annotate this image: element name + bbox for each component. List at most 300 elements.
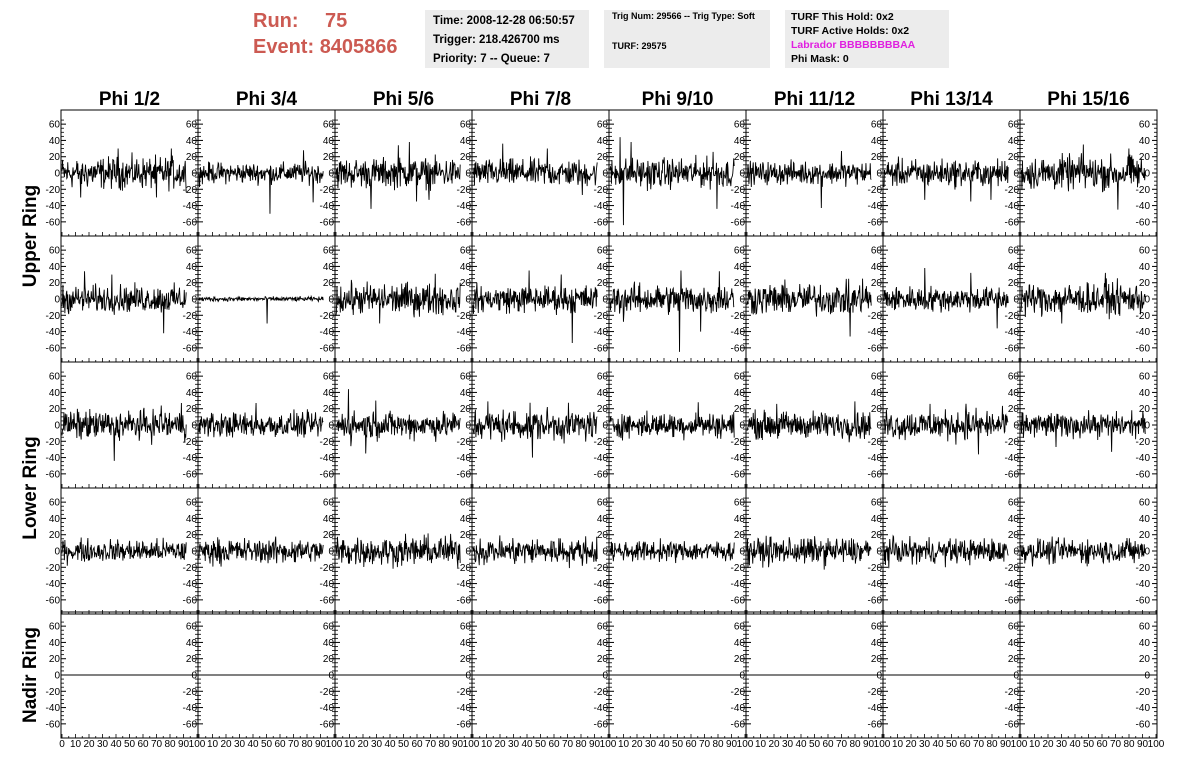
waveform-trace xyxy=(1021,536,1145,566)
y-tick-label: 0 xyxy=(1013,294,1019,306)
x-tick-label: 70 xyxy=(1109,739,1122,750)
y-tick-label: -40 xyxy=(593,579,608,591)
y-tick-label: -20 xyxy=(456,436,471,448)
y-tick-label: -40 xyxy=(1135,703,1150,715)
y-tick-label: -40 xyxy=(1135,327,1150,339)
y-tick-label: -40 xyxy=(182,201,197,213)
event-number: 8405866 xyxy=(319,36,398,58)
x-tick-label: 60 xyxy=(685,739,697,750)
y-tick-label: 20 xyxy=(322,152,334,164)
waveform-trace xyxy=(747,279,871,337)
y-tick-label: -60 xyxy=(45,343,60,355)
waveform-trace xyxy=(336,274,460,324)
x-tick-label: 90 xyxy=(177,739,190,750)
y-tick-label: 0 xyxy=(1013,168,1019,180)
x-tick-label: 50 xyxy=(671,739,684,750)
y-tick-label: 60 xyxy=(733,371,745,383)
y-tick-label: 20 xyxy=(596,530,608,542)
column-header: Phi 13/14 xyxy=(910,89,993,110)
y-tick-label: -20 xyxy=(867,562,882,574)
x-tick-label: 100 xyxy=(1010,739,1028,750)
column-header: Phi 5/6 xyxy=(372,89,435,110)
y-tick-label: -40 xyxy=(867,201,882,213)
y-tick-label: 20 xyxy=(1138,278,1150,290)
waveform-trace xyxy=(1021,273,1145,323)
waveform-trace xyxy=(747,151,871,208)
x-tick-label: 70 xyxy=(835,739,848,750)
waveform-trace xyxy=(199,296,323,323)
y-tick-label: 20 xyxy=(870,278,882,290)
x-tick-label: 80 xyxy=(712,739,724,750)
y-tick-label: -40 xyxy=(182,703,197,715)
x-tick-label: 80 xyxy=(301,739,313,750)
y-tick-label: -20 xyxy=(319,184,334,196)
column-header: Phi 11/12 xyxy=(773,89,856,110)
y-tick-label: 40 xyxy=(733,387,745,399)
trig-num-readout: Trig Num: 29566 -- Trig Type: Soft xyxy=(612,11,755,21)
y-tick-label: 0 xyxy=(602,670,608,682)
y-tick-label: -60 xyxy=(867,469,882,481)
y-tick-label: 60 xyxy=(185,497,197,509)
x-tick-label: 0 xyxy=(59,739,65,750)
y-tick-label: -40 xyxy=(1004,327,1019,339)
x-tick-label: 70 xyxy=(561,739,574,750)
y-tick-label: -40 xyxy=(1135,579,1150,591)
x-tick-label: 10 xyxy=(754,739,767,750)
y-tick-label: 20 xyxy=(48,654,60,666)
y-tick-label: 0 xyxy=(602,420,608,432)
y-tick-label: 20 xyxy=(1138,404,1150,416)
y-tick-label: 20 xyxy=(185,278,197,290)
y-tick-label: 40 xyxy=(48,513,60,525)
x-tick-label: 20 xyxy=(631,739,643,750)
y-tick-label: -60 xyxy=(1135,217,1150,229)
y-tick-label: 40 xyxy=(322,261,334,273)
y-tick-label: 0 xyxy=(876,546,882,558)
turf-active-holds: TURF Active Holds: 0x2 xyxy=(791,25,910,37)
y-tick-label: 40 xyxy=(185,387,197,399)
y-tick-label: 0 xyxy=(602,546,608,558)
y-tick-label: -20 xyxy=(867,310,882,322)
y-tick-label: -20 xyxy=(45,562,60,574)
x-tick-label: 100 xyxy=(736,739,754,750)
y-tick-label: -40 xyxy=(182,453,197,465)
x-tick-label: 20 xyxy=(494,739,506,750)
y-tick-label: 40 xyxy=(459,513,471,525)
y-tick-label: -20 xyxy=(730,310,745,322)
y-tick-label: -20 xyxy=(45,184,60,196)
y-tick-label: 60 xyxy=(322,119,334,131)
y-tick-label: -20 xyxy=(730,436,745,448)
y-tick-label: 0 xyxy=(1013,670,1019,682)
y-tick-label: -20 xyxy=(730,184,745,196)
y-tick-label: 20 xyxy=(185,152,197,164)
x-tick-label: 90 xyxy=(725,739,738,750)
x-tick-label: 40 xyxy=(110,739,122,750)
y-tick-label: 20 xyxy=(322,278,334,290)
y-tick-label: 0 xyxy=(54,546,60,558)
x-tick-label: 50 xyxy=(534,739,547,750)
x-tick-label: 100 xyxy=(1147,739,1165,750)
y-tick-label: 0 xyxy=(191,294,197,306)
y-tick-label: -40 xyxy=(319,453,334,465)
x-tick-label: 80 xyxy=(438,739,450,750)
y-tick-label: 60 xyxy=(1138,119,1150,131)
y-tick-label: 60 xyxy=(733,621,745,633)
y-tick-label: 60 xyxy=(459,119,471,131)
waveform-trace xyxy=(473,271,597,343)
y-tick-label: 60 xyxy=(596,371,608,383)
y-tick-label: -20 xyxy=(1135,184,1150,196)
y-tick-label: 20 xyxy=(596,654,608,666)
x-tick-label: 50 xyxy=(260,739,273,750)
y-tick-label: 60 xyxy=(596,497,608,509)
y-tick-label: 40 xyxy=(596,637,608,649)
y-tick-label: 20 xyxy=(1007,278,1019,290)
y-tick-label: 20 xyxy=(733,278,745,290)
y-tick-label: 0 xyxy=(191,670,197,682)
y-tick-label: 60 xyxy=(459,245,471,257)
x-tick-label: 10 xyxy=(617,739,630,750)
y-tick-label: 60 xyxy=(870,119,882,131)
y-tick-label: -60 xyxy=(867,343,882,355)
y-tick-label: 0 xyxy=(54,168,60,180)
y-tick-label: -60 xyxy=(1004,595,1019,607)
y-tick-label: 0 xyxy=(465,168,471,180)
y-tick-label: 60 xyxy=(48,245,60,257)
x-tick-label: 40 xyxy=(384,739,396,750)
y-tick-label: 0 xyxy=(1144,670,1150,682)
x-tick-label: 50 xyxy=(808,739,821,750)
y-tick-label: 60 xyxy=(1007,621,1019,633)
y-tick-label: -20 xyxy=(319,436,334,448)
y-tick-label: 20 xyxy=(459,404,471,416)
y-tick-label: -60 xyxy=(1004,469,1019,481)
y-tick-label: -40 xyxy=(319,201,334,213)
y-tick-label: -60 xyxy=(1135,719,1150,731)
y-tick-label: -20 xyxy=(593,184,608,196)
y-tick-label: 0 xyxy=(1144,294,1150,306)
y-tick-label: -60 xyxy=(593,719,608,731)
x-tick-label: 10 xyxy=(891,739,904,750)
x-tick-label: 60 xyxy=(1096,739,1108,750)
y-tick-label: 0 xyxy=(465,670,471,682)
y-tick-label: 20 xyxy=(48,278,60,290)
y-tick-label: -40 xyxy=(867,327,882,339)
x-tick-label: 30 xyxy=(370,739,383,750)
y-tick-label: -40 xyxy=(593,201,608,213)
y-tick-label: -40 xyxy=(593,453,608,465)
y-tick-label: 0 xyxy=(328,168,334,180)
ring-label: Nadir Ring xyxy=(20,626,41,724)
priority-readout: Priority: 7 -- Queue: 7 xyxy=(433,53,550,65)
waveform-trace xyxy=(1021,410,1145,452)
y-tick-label: -40 xyxy=(45,453,60,465)
y-tick-label: -40 xyxy=(730,327,745,339)
waveform-trace xyxy=(610,137,734,225)
y-tick-label: 40 xyxy=(322,135,334,147)
y-tick-label: 60 xyxy=(1007,245,1019,257)
x-tick-label: 40 xyxy=(521,739,533,750)
y-tick-label: -20 xyxy=(182,686,197,698)
y-tick-label: 40 xyxy=(596,135,608,147)
y-tick-label: -40 xyxy=(1004,703,1019,715)
y-tick-label: -40 xyxy=(1004,201,1019,213)
x-tick-label: 100 xyxy=(188,739,206,750)
x-tick-label: 20 xyxy=(83,739,95,750)
y-tick-label: 60 xyxy=(733,119,745,131)
y-tick-label: -20 xyxy=(319,562,334,574)
y-tick-label: 40 xyxy=(459,135,471,147)
y-tick-label: -60 xyxy=(182,343,197,355)
x-tick-label: 40 xyxy=(658,739,670,750)
waveform-trace xyxy=(62,537,186,565)
y-tick-label: 20 xyxy=(733,530,745,542)
y-tick-label: -40 xyxy=(730,579,745,591)
waveform-trace xyxy=(1021,145,1145,210)
y-tick-label: 40 xyxy=(1007,637,1019,649)
run-label: Run: xyxy=(253,10,299,32)
y-tick-label: 0 xyxy=(191,546,197,558)
waveform-trace xyxy=(199,150,323,214)
y-tick-label: 40 xyxy=(733,637,745,649)
y-tick-label: 20 xyxy=(1007,654,1019,666)
y-tick-label: 0 xyxy=(1144,546,1150,558)
x-tick-label: 60 xyxy=(411,739,423,750)
y-tick-label: 40 xyxy=(870,387,882,399)
x-tick-label: 70 xyxy=(150,739,163,750)
x-tick-label: 90 xyxy=(999,739,1012,750)
labrador-readout: Labrador BBBBBBBBAA xyxy=(791,39,916,51)
y-tick-label: 20 xyxy=(1007,530,1019,542)
y-tick-label: 0 xyxy=(602,168,608,180)
y-tick-label: -60 xyxy=(45,217,60,229)
y-tick-label: -40 xyxy=(182,579,197,591)
x-tick-label: 40 xyxy=(795,739,807,750)
y-tick-label: 60 xyxy=(459,621,471,633)
x-tick-label: 30 xyxy=(507,739,520,750)
y-tick-label: 0 xyxy=(876,168,882,180)
y-tick-label: 40 xyxy=(459,637,471,649)
y-tick-label: 60 xyxy=(733,497,745,509)
x-tick-label: 10 xyxy=(206,739,219,750)
column-header: Phi 7/8 xyxy=(509,89,572,110)
y-tick-label: -40 xyxy=(730,453,745,465)
y-tick-label: 20 xyxy=(185,530,197,542)
y-tick-label: 0 xyxy=(876,670,882,682)
y-tick-label: -60 xyxy=(730,719,745,731)
waveform-trace xyxy=(473,401,597,457)
y-tick-label: -60 xyxy=(593,469,608,481)
waveform-trace xyxy=(199,403,323,438)
y-tick-label: 20 xyxy=(1138,654,1150,666)
y-tick-label: 60 xyxy=(1138,245,1150,257)
y-tick-label: -60 xyxy=(182,595,197,607)
y-tick-label: 60 xyxy=(322,245,334,257)
x-tick-label: 40 xyxy=(932,739,944,750)
y-tick-label: 20 xyxy=(733,152,745,164)
y-tick-label: 40 xyxy=(1007,513,1019,525)
x-tick-label: 40 xyxy=(1069,739,1081,750)
waveform-trace xyxy=(747,536,871,570)
y-tick-label: 40 xyxy=(1138,513,1150,525)
y-tick-label: 20 xyxy=(596,278,608,290)
x-tick-label: 20 xyxy=(220,739,232,750)
y-tick-label: -40 xyxy=(182,327,197,339)
x-tick-label: 100 xyxy=(325,739,343,750)
waveform-trace xyxy=(610,538,734,563)
y-tick-label: -60 xyxy=(319,217,334,229)
waveform-trace xyxy=(884,404,1008,454)
y-tick-label: -40 xyxy=(45,201,60,213)
y-tick-label: -20 xyxy=(1004,310,1019,322)
y-tick-label: -60 xyxy=(319,719,334,731)
y-tick-label: 60 xyxy=(459,371,471,383)
y-tick-label: -60 xyxy=(319,469,334,481)
x-tick-label: 70 xyxy=(424,739,437,750)
y-tick-label: 0 xyxy=(739,670,745,682)
x-tick-label: 70 xyxy=(287,739,300,750)
y-tick-label: 20 xyxy=(48,404,60,416)
y-tick-label: -60 xyxy=(1004,343,1019,355)
x-tick-label: 20 xyxy=(768,739,780,750)
y-tick-label: 40 xyxy=(1007,261,1019,273)
y-tick-label: 40 xyxy=(1138,637,1150,649)
x-tick-label: 80 xyxy=(575,739,587,750)
ring-label: Lower Ring xyxy=(20,436,41,540)
y-tick-label: -40 xyxy=(456,453,471,465)
y-tick-label: -60 xyxy=(45,469,60,481)
y-tick-label: 60 xyxy=(322,497,334,509)
x-tick-label: 20 xyxy=(905,739,917,750)
y-tick-label: -20 xyxy=(867,184,882,196)
trigger-readout: Trigger: 218.426700 ms xyxy=(433,34,560,46)
waveform-trace xyxy=(473,535,597,568)
y-tick-label: 0 xyxy=(328,670,334,682)
y-tick-label: -60 xyxy=(1135,343,1150,355)
y-tick-label: -60 xyxy=(1135,595,1150,607)
y-tick-label: -20 xyxy=(867,686,882,698)
y-tick-label: -20 xyxy=(1135,562,1150,574)
y-tick-label: -60 xyxy=(182,469,197,481)
y-tick-label: 40 xyxy=(733,513,745,525)
y-tick-label: 40 xyxy=(185,513,197,525)
y-tick-label: -20 xyxy=(1135,436,1150,448)
y-tick-label: 0 xyxy=(1144,168,1150,180)
turf-this-hold: TURF This Hold: 0x2 xyxy=(791,11,894,23)
y-tick-label: 40 xyxy=(322,513,334,525)
x-tick-label: 60 xyxy=(959,739,971,750)
y-tick-label: 60 xyxy=(596,621,608,633)
y-tick-label: -20 xyxy=(867,436,882,448)
y-tick-label: -60 xyxy=(182,217,197,229)
x-tick-label: 50 xyxy=(945,739,958,750)
y-tick-label: 40 xyxy=(459,261,471,273)
y-tick-label: 20 xyxy=(322,530,334,542)
y-tick-label: 60 xyxy=(870,371,882,383)
x-tick-label: 30 xyxy=(233,739,246,750)
y-tick-label: 40 xyxy=(185,637,197,649)
x-tick-label: 50 xyxy=(1082,739,1095,750)
y-tick-label: 0 xyxy=(328,420,334,432)
x-tick-label: 30 xyxy=(644,739,657,750)
x-tick-label: 30 xyxy=(781,739,794,750)
y-tick-label: -60 xyxy=(730,469,745,481)
y-tick-label: 40 xyxy=(596,513,608,525)
waveform-trace xyxy=(610,271,734,352)
y-tick-label: 60 xyxy=(48,119,60,131)
y-tick-label: -20 xyxy=(730,562,745,574)
x-tick-label: 60 xyxy=(274,739,286,750)
y-tick-label: -60 xyxy=(1004,217,1019,229)
y-tick-label: 60 xyxy=(870,621,882,633)
x-tick-label: 40 xyxy=(247,739,259,750)
y-tick-label: 0 xyxy=(1013,420,1019,432)
waveform-trace xyxy=(884,268,1008,328)
y-tick-label: 0 xyxy=(739,546,745,558)
x-tick-label: 80 xyxy=(849,739,861,750)
y-tick-label: -60 xyxy=(593,343,608,355)
y-tick-label: -20 xyxy=(1135,310,1150,322)
y-tick-label: 0 xyxy=(465,294,471,306)
y-tick-label: -40 xyxy=(1135,453,1150,465)
y-tick-label: 40 xyxy=(48,637,60,649)
y-tick-label: -40 xyxy=(593,327,608,339)
y-tick-label: 60 xyxy=(733,245,745,257)
y-tick-label: -20 xyxy=(593,310,608,322)
y-tick-label: 40 xyxy=(733,135,745,147)
x-tick-label: 30 xyxy=(1055,739,1068,750)
y-tick-label: 60 xyxy=(185,621,197,633)
y-tick-label: -40 xyxy=(1004,579,1019,591)
x-tick-label: 100 xyxy=(873,739,891,750)
waveform-trace xyxy=(62,403,186,461)
y-tick-label: 20 xyxy=(596,404,608,416)
x-tick-label: 70 xyxy=(972,739,985,750)
y-tick-label: -40 xyxy=(45,703,60,715)
y-tick-label: 0 xyxy=(54,420,60,432)
x-tick-label: 80 xyxy=(1123,739,1135,750)
y-tick-label: 60 xyxy=(48,497,60,509)
y-tick-label: -20 xyxy=(1004,686,1019,698)
y-tick-label: 40 xyxy=(48,387,60,399)
x-tick-label: 10 xyxy=(343,739,356,750)
x-tick-label: 90 xyxy=(314,739,327,750)
y-tick-label: 60 xyxy=(48,371,60,383)
y-tick-label: -20 xyxy=(1004,562,1019,574)
y-tick-label: 40 xyxy=(48,261,60,273)
y-tick-label: 40 xyxy=(459,387,471,399)
y-tick-label: -40 xyxy=(45,327,60,339)
y-tick-label: -40 xyxy=(1135,201,1150,213)
y-tick-label: 60 xyxy=(1138,621,1150,633)
y-tick-label: 40 xyxy=(48,135,60,147)
y-tick-label: 20 xyxy=(322,654,334,666)
y-tick-label: -20 xyxy=(182,562,197,574)
y-tick-label: -60 xyxy=(45,719,60,731)
y-tick-label: -60 xyxy=(867,719,882,731)
y-tick-label: -60 xyxy=(456,595,471,607)
waveform-trace xyxy=(199,537,323,567)
y-tick-label: 40 xyxy=(1138,261,1150,273)
y-tick-label: 20 xyxy=(870,404,882,416)
y-tick-label: -20 xyxy=(730,686,745,698)
y-tick-label: 0 xyxy=(876,420,882,432)
y-tick-label: -60 xyxy=(593,217,608,229)
x-tick-label: 20 xyxy=(1042,739,1054,750)
y-tick-label: -20 xyxy=(1004,184,1019,196)
y-tick-label: 40 xyxy=(870,637,882,649)
